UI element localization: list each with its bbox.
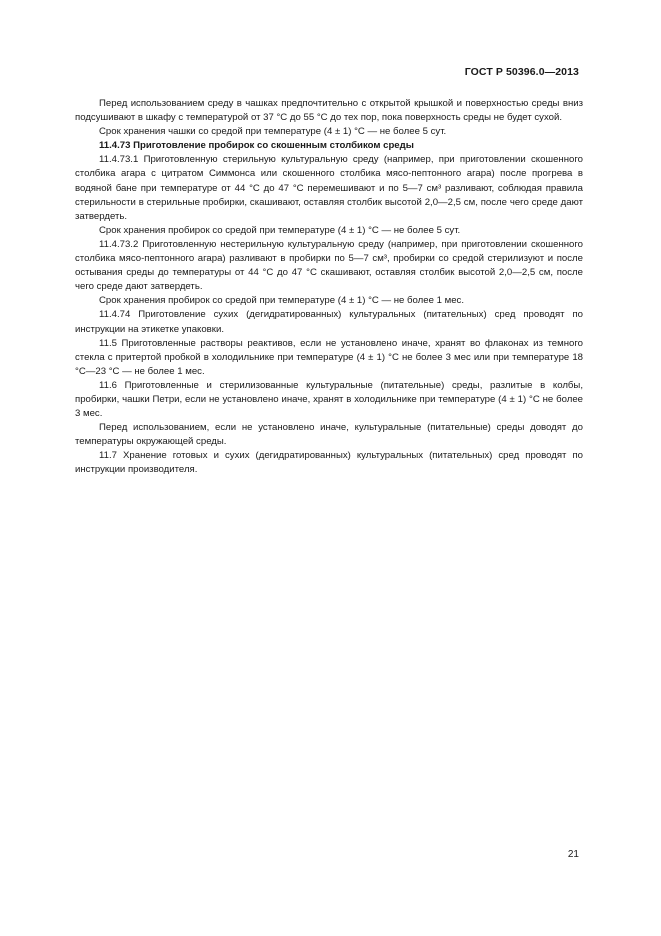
paragraph-11-6: 11.6 Приготовленные и стерилизованные культуральные (питательные) среды, разлитые в колбы, пробирки, чашки Петри, если не установлено иначе, хранят в холодильнике при температуре (4 ± 1) °С не более 3 мес. [75,379,583,420]
paragraph-tube-storage-5-days: Срок хранения пробирок со средой при температуре (4 ± 1) °С — не более 5 сут. [99,224,461,236]
paragraph-tube-storage-1-month: Срок хранения пробирок со средой при температуре (4 ± 1) °С — не более 1 мес. [99,295,465,307]
paragraph-drying: Перед использованием среду в чашках предпочтительно с открытой крышкой и поверхностью среды вниз подсушивают в шкафу с температурой от 37 °С до 55 °С до тех пор, пока поверхность среды не будет сухой. [75,98,583,124]
paragraph-11-7: 11.7 Хранение готовых и сухих (дегидратированных) культуральных (питательных) сред проводят по инструкции производителя. [75,450,583,476]
paragraph-11-5: 11.5 Приготовленные растворы реактивов, если не установлено иначе, хранят во флаконах из темного стекла с притертой пробкой в холодильнике при температуре (4 ± 1) °С не более 3 мес или при температуре 18 °С—23 °С — не более 1 мес. [75,337,583,377]
paragraph-plate-storage: Срок хранения чашки со средой при температуре (4 ± 1) °С — не более 5 сут. [99,126,447,138]
section-heading-11-4-73: 11.4.73 Приготовление пробирок со скошенным столбиком среды [99,140,414,152]
paragraph-11-4-74: 11.4.74 Приготовление сухих (дегидратированных) культуральных (питательных) сред проводят по инструкции на этикетке упаковки. [75,309,583,335]
paragraph-before-use: Перед использованием, если не установлено иначе, культуральные (питательные) среды доводят до температуры окружающей среды. [75,422,583,448]
paragraph-11-4-73-1: 11.4.73.1 Приготовленную стерильную культуральную среду (например, при приготовлении скошенного столбика агара с цитратом Симмонса или скошенного столбика мясо-пептонного агара) после прогрева в водяной бане при температуре от 44 °С до 47 °С перемешивают и по 5—7 см³ разливают, соблюдая правила стерильности в стерильные пробирки, скашивают, оставляя столбик высотой 2,0—2,5 см, после чего среде дают затвердеть. [75,154,583,222]
page-number: 21 [567,849,579,860]
paragraph-11-4-73-2: 11.4.73.2 Приготовленную нестерильную культуральную среду (например, при приготовлении скошенного столбика мясо-пептонного агара) разливают в пробирки по 5—7 см³, пробирки со средой стерилизуют и после остывания среды до температуры от 44 °С до 47 °С скашивают, оставляя столбик высотой 2,0—2,5 см, после чего среде дают затвердеть. [75,238,583,293]
document-header-id: ГОСТ Р 50396.0—2013 [464,66,579,78]
document-body [75,97,583,478]
